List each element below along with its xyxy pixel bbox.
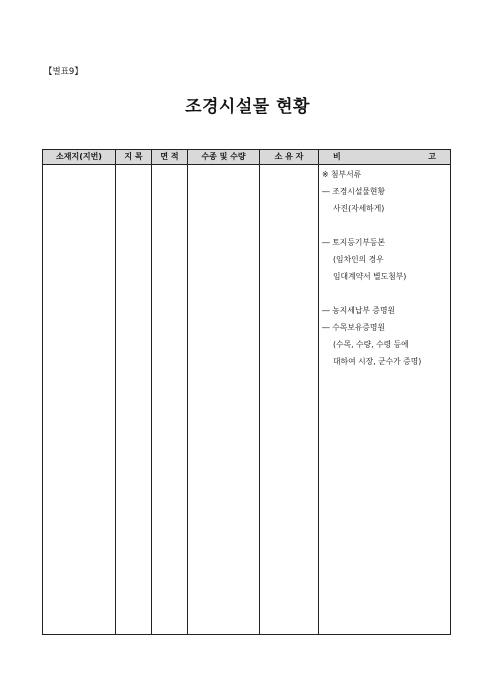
cell-remarks xyxy=(319,165,451,635)
document-title: 조경시설물 현황 xyxy=(185,97,310,117)
header-species-quantity: 수종 및 수량 xyxy=(188,150,260,165)
remarks-line xyxy=(322,217,450,234)
header-area: 면 적 xyxy=(152,150,188,165)
header-remarks-right: 고 xyxy=(428,152,436,161)
remarks-line: 대하여 시장, 군수가 증명) xyxy=(333,357,422,366)
cell-area[interactable] xyxy=(152,165,188,635)
remarks-line: (임차인의 경우 xyxy=(333,255,384,264)
remarks-line xyxy=(322,285,450,302)
header-owner: 소 유 자 xyxy=(260,150,319,165)
table-header-row xyxy=(43,150,451,165)
remarks-line: ※ 첨부서류 xyxy=(322,170,362,179)
header-location: 소재지(지번) xyxy=(43,150,116,165)
header-remarks-left: 비 xyxy=(333,152,341,161)
header-remarks xyxy=(319,150,451,165)
remarks-line: (수목, 수량, 수령 등에 xyxy=(333,340,409,349)
remarks-line: 사진(자세하게) xyxy=(333,204,385,213)
landscape-facilities-table xyxy=(42,149,451,635)
header-land-category: 지 목 xyxy=(116,150,152,165)
cell-species-quantity[interactable] xyxy=(188,165,260,635)
annex-label: 【별표9】 xyxy=(44,67,83,77)
remarks-line: ― 수목보유증명원 xyxy=(322,323,385,332)
remarks-line: ― 토지등기부등본 xyxy=(322,238,385,247)
table-body-row xyxy=(43,165,451,635)
cell-location[interactable] xyxy=(43,165,116,635)
remarks-line: ― 농지세납부 증명원 xyxy=(322,306,396,315)
cell-land-category[interactable] xyxy=(116,165,152,635)
remarks-line: 임대계약서 별도첨부) xyxy=(333,272,407,281)
cell-owner[interactable] xyxy=(260,165,319,635)
remarks-line: ― 조경시설물현황 xyxy=(322,187,385,196)
